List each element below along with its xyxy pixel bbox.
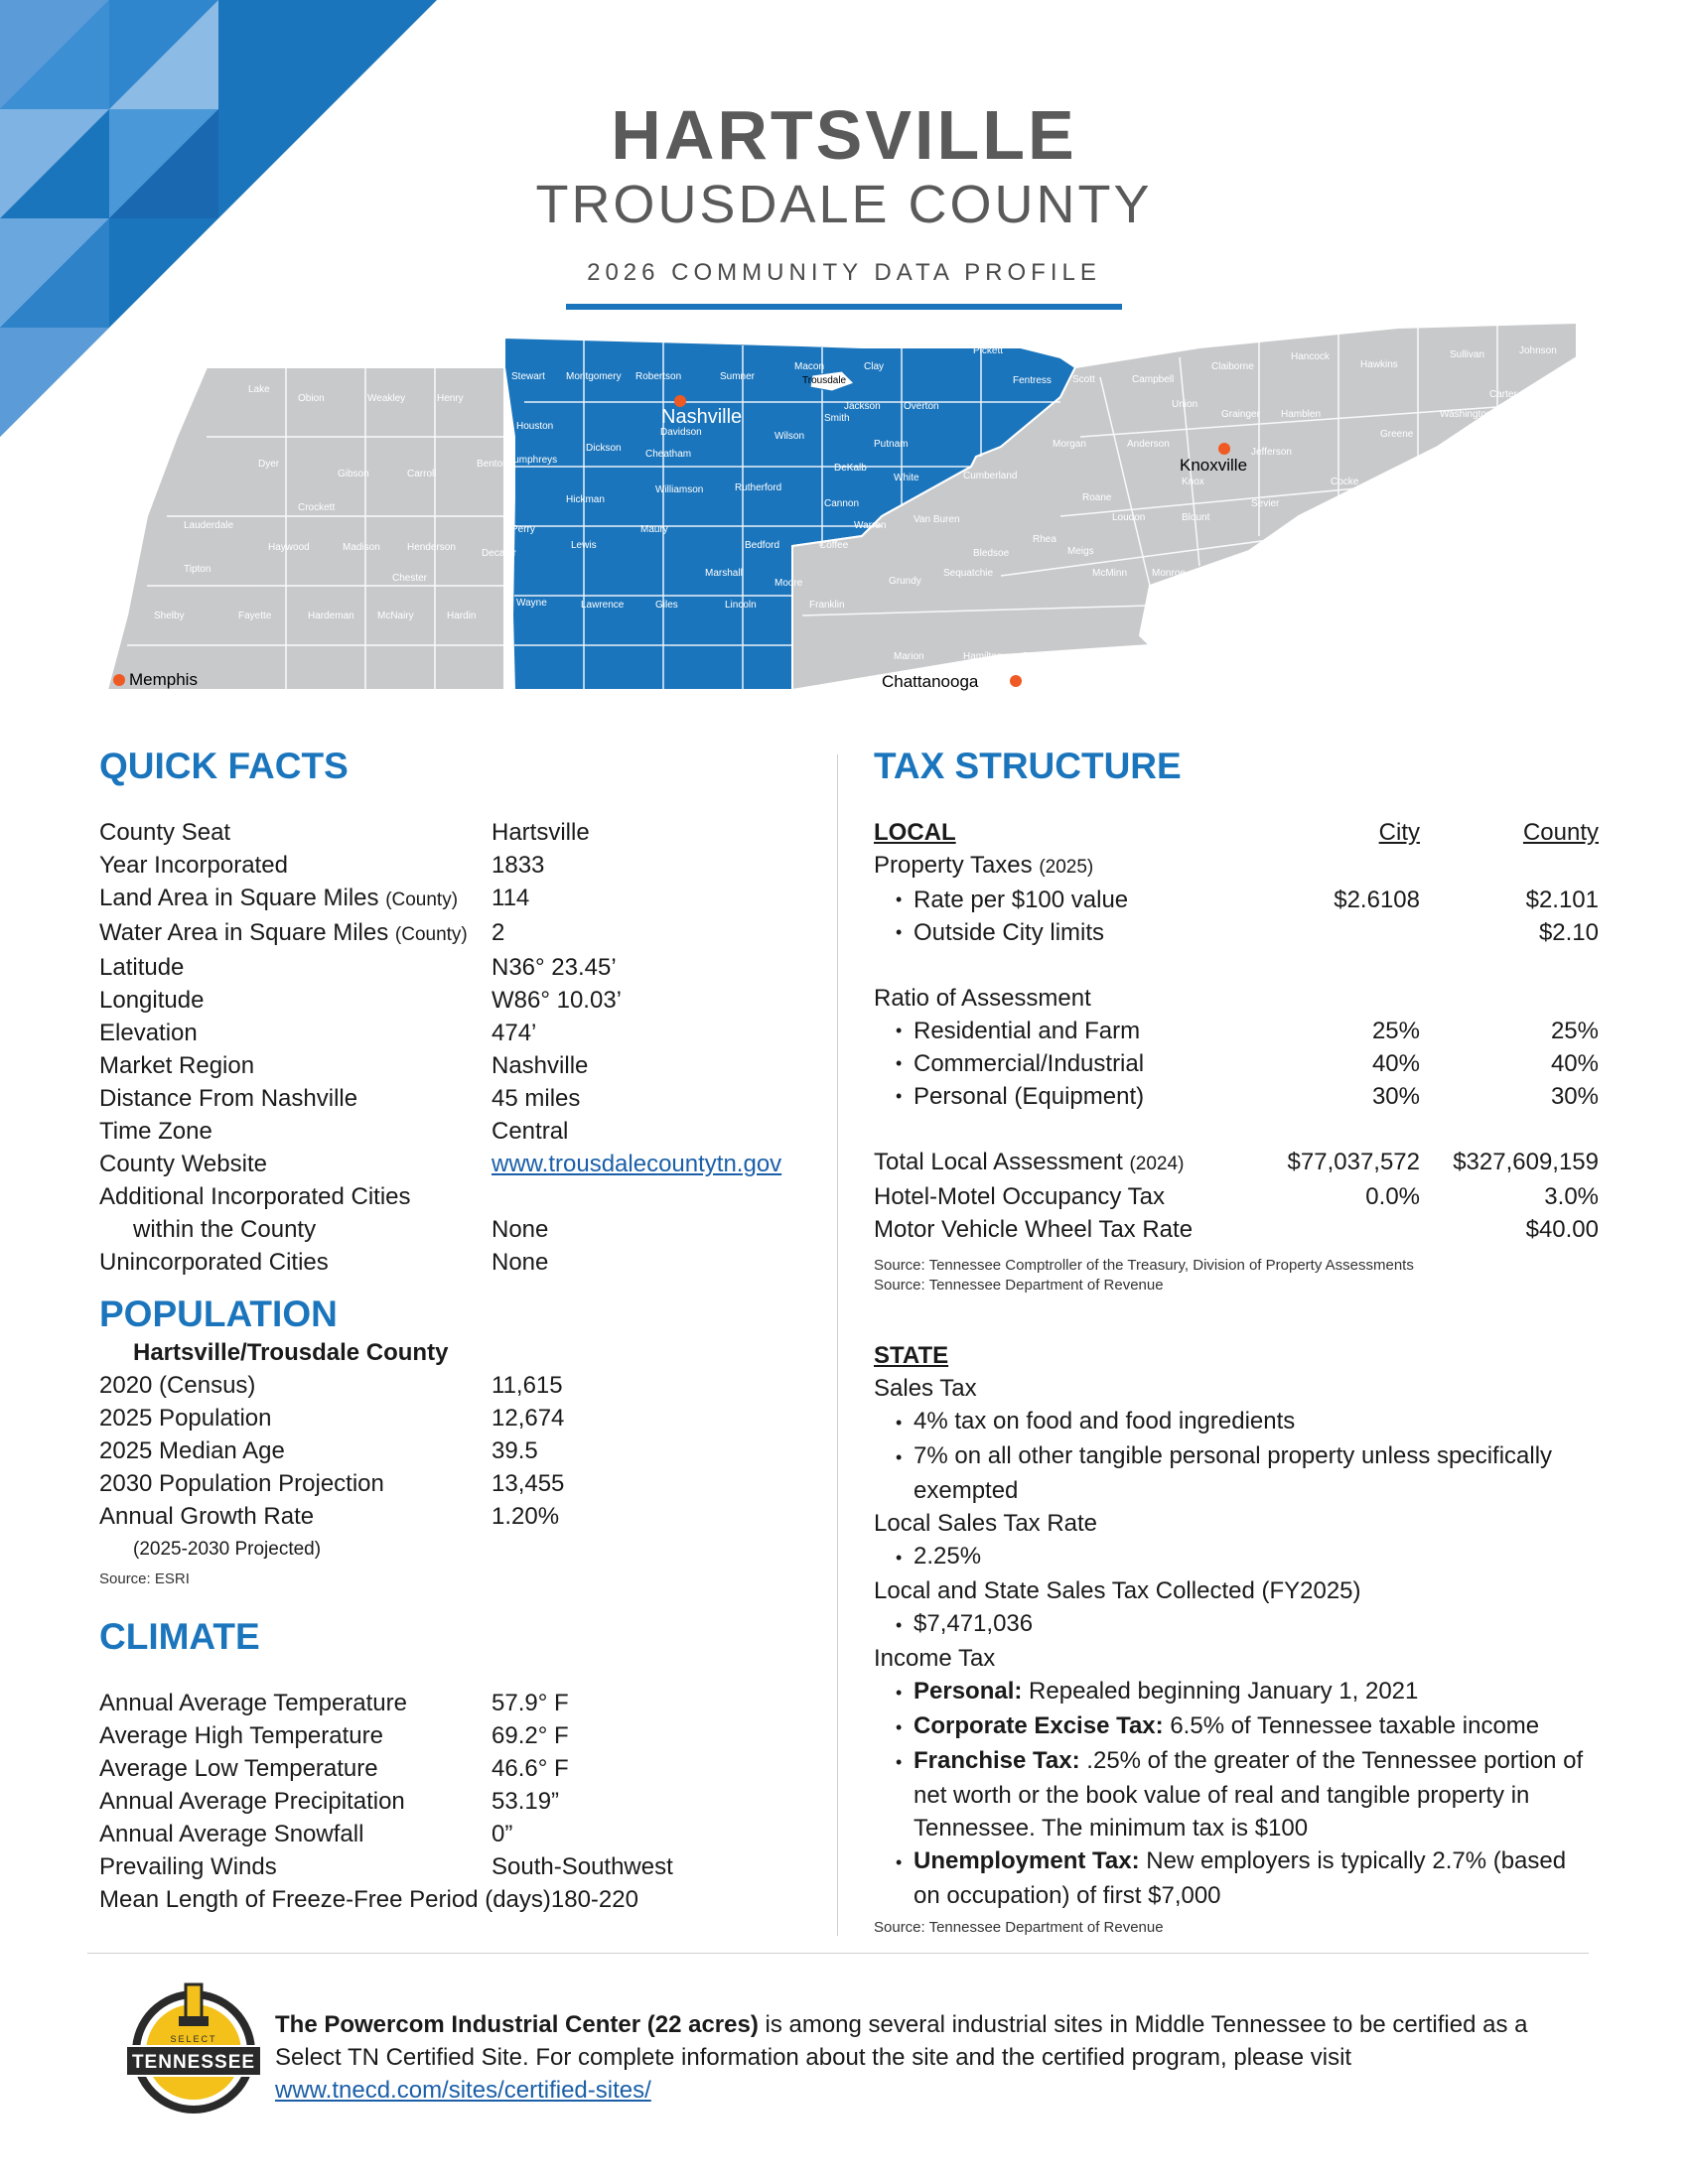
- corporate-bullet: • Corporate Excise Tax: 6.5% of Tennessee taxable income: [874, 1709, 1599, 1744]
- county-label: Jackson: [844, 401, 881, 412]
- ratio-row: [874, 1080, 1599, 1113]
- county-label: Hawkins: [1360, 359, 1398, 370]
- quick-facts-table: [99, 816, 834, 1279]
- climate-value: South-Southwest: [492, 1853, 673, 1880]
- quick-fact-row: [99, 1148, 834, 1180]
- county-label: Franklin: [809, 600, 845, 611]
- tax-source-2: Source: Tennessee Department of Revenue: [874, 1277, 1164, 1294]
- county-label: Perry: [511, 524, 535, 535]
- climate-table: [99, 1687, 834, 1916]
- franchise-bullet: • Franchise Tax: .25% of the greater of the Tennessee portion of net worth or the book value of real and tangible property in Tennessee. The minimum tax is $100: [874, 1744, 1599, 1844]
- county-label: Giles: [655, 600, 678, 611]
- ratio-heading-row: [874, 982, 1599, 1015]
- local-rate-row: [874, 1507, 1599, 1540]
- county-label: DeKalb: [834, 463, 867, 474]
- county-label: Obion: [298, 393, 325, 404]
- county-label: Smith: [824, 413, 850, 424]
- footer-bold: The Powercom Industrial Center (22 acres): [275, 2011, 759, 2038]
- county-label: Polk: [1082, 651, 1102, 662]
- quick-fact-value: 114: [492, 885, 530, 911]
- outside-label: • Outside City limits: [914, 919, 1105, 946]
- certified-sites-link[interactable]: www.tnecd.com/sites/certified-sites/: [275, 2077, 651, 2104]
- county-label: Hickman: [566, 494, 605, 505]
- climate-row: [99, 1883, 834, 1916]
- city-label-knoxville: Knoxville: [1180, 456, 1248, 475]
- quick-fact-value: 2: [492, 919, 505, 946]
- county-title: TROUSDALE COUNTY: [535, 175, 1153, 234]
- ratio-city: 25%: [1371, 1018, 1420, 1044]
- footer-divider: [87, 1953, 1589, 1954]
- county-label: Rutherford: [735, 482, 782, 493]
- climate-value: 46.6° F: [492, 1755, 569, 1782]
- population-label: 2030 Population Projection: [99, 1470, 384, 1497]
- county-label: Carroll: [407, 469, 437, 479]
- climate-label: Annual Average Temperature: [99, 1690, 407, 1716]
- collected-row: [874, 1574, 1599, 1607]
- quick-fact-label: County Website: [99, 1151, 267, 1177]
- quick-fact-value: 474’: [492, 1020, 537, 1046]
- county-label: Grundy: [889, 576, 921, 587]
- county-label: Van Buren: [914, 514, 960, 525]
- population-value: 11,615: [492, 1372, 563, 1399]
- quick-fact-value: None: [492, 1216, 549, 1243]
- county-label: Wilson: [774, 431, 805, 442]
- climate-value: 57.9° F: [492, 1690, 569, 1716]
- county-label: Shelby: [154, 611, 185, 621]
- county-label: Hardin: [447, 611, 477, 621]
- ratio-item-label: • Personal (Equipment): [914, 1083, 1145, 1110]
- county-website-link[interactable]: www.trousdalecountytn.gov: [492, 1151, 782, 1177]
- county-label: Dyer: [258, 459, 280, 470]
- county-label: Lake: [248, 384, 270, 395]
- quick-fact-value: None: [492, 1249, 549, 1276]
- county-label: Hamblen: [1281, 409, 1322, 420]
- quick-fact-row: [99, 951, 834, 984]
- county-label: Blount: [1182, 512, 1210, 523]
- outside-row: [874, 916, 1599, 949]
- rate-label: • Rate per $100 value: [914, 887, 1129, 913]
- growth-note: (2025-2030 Projected): [133, 1539, 322, 1560]
- climate-label: Average Low Temperature: [99, 1755, 378, 1782]
- county-label: Cannon: [824, 498, 860, 509]
- population-row: [99, 1467, 834, 1500]
- county-label: Houston: [516, 421, 554, 432]
- county-label: Sumner: [720, 371, 756, 382]
- property-taxes-label: Property Taxes: [874, 852, 1033, 879]
- county-label: Lewis: [571, 540, 597, 551]
- ratio-county: 25%: [1550, 1018, 1599, 1044]
- county-label: Bedford: [745, 540, 780, 551]
- county-label: Sevier: [1251, 498, 1280, 509]
- climate-value: 53.19”: [492, 1788, 560, 1815]
- county-label: Gibson: [338, 469, 369, 479]
- climate-label: Annual Average Precipitation: [99, 1788, 405, 1815]
- climate-row: [99, 1818, 834, 1850]
- quick-fact-label: Distance From Nashville: [99, 1085, 358, 1112]
- local-rate-label: Local Sales Tax Rate: [874, 1510, 1098, 1537]
- quick-fact-row: [99, 816, 834, 849]
- county-label: Monroe: [1152, 568, 1186, 579]
- hotel-city: 0.0%: [1365, 1183, 1420, 1210]
- county-label: Rhea: [1033, 534, 1056, 545]
- county-label: Chester: [392, 573, 428, 584]
- county-col-header: County: [1522, 819, 1599, 846]
- county-label: Lauderdale: [184, 520, 234, 531]
- hotel-label: Hotel-Motel Occupancy Tax: [874, 1183, 1166, 1210]
- quick-fact-label: Water Area in Square Miles (County): [99, 919, 468, 946]
- collected-label: Local and State Sales Tax Collected (FY2025): [874, 1577, 1361, 1604]
- population-label: 2020 (Census): [99, 1372, 256, 1399]
- total-city: $77,037,572: [1287, 1149, 1420, 1175]
- wheel-label: Motor Vehicle Wheel Tax Rate: [874, 1216, 1194, 1243]
- unemployment-bullet: • Unemployment Tax: New employers is typically 2.7% (based on occupation) of first $7,000: [874, 1844, 1599, 1912]
- property-taxes-year: (2025): [1039, 857, 1094, 878]
- ratio-label: Ratio of Assessment: [874, 985, 1091, 1012]
- county-label: Moore: [774, 578, 803, 589]
- total-assessment-row: [874, 1146, 1599, 1180]
- select-tennessee-logo: [124, 1980, 263, 2119]
- state-heading-row: [874, 1339, 1599, 1372]
- local-heading: LOCAL: [874, 819, 956, 846]
- county-label: Claiborne: [1211, 361, 1254, 372]
- quick-fact-label: Time Zone: [99, 1118, 212, 1145]
- quick-facts-heading: QUICK FACTS: [99, 746, 349, 786]
- population-row: [99, 1500, 834, 1533]
- trousdale-label: Trousdale: [802, 375, 847, 386]
- county-label: Macon: [794, 361, 825, 372]
- county-label: Morgan: [1053, 439, 1086, 450]
- city-label-nashville: Nashville: [661, 406, 743, 428]
- population-table: [99, 1369, 834, 1533]
- population-heading: POPULATION: [99, 1294, 338, 1334]
- county-label: Clay: [864, 361, 885, 372]
- county-label: Davidson: [660, 427, 702, 438]
- sales-tax-row: [874, 1372, 1599, 1405]
- county-label: Cumberland: [963, 471, 1018, 481]
- county-label: Crockett: [298, 502, 336, 513]
- header: [0, 95, 1688, 310]
- population-row: [99, 1434, 834, 1467]
- quick-fact-label: Additional Incorporated Cities: [99, 1183, 411, 1210]
- quick-fact-row: [99, 882, 834, 916]
- county-label: Coffee: [819, 540, 849, 551]
- badge-select-text: SELECT: [170, 2034, 217, 2044]
- county-label: Putnam: [874, 439, 909, 450]
- population-label: 2025 Median Age: [99, 1437, 285, 1464]
- city-label-chattanooga: Chattanooga: [882, 672, 979, 691]
- quick-fact-row: [99, 984, 834, 1017]
- county-label: Montgomery: [566, 371, 622, 382]
- county-label: Henry: [437, 393, 464, 404]
- county-label: Benton: [477, 459, 508, 470]
- county-label: Wayne: [516, 598, 547, 609]
- county-label: Scott: [1072, 374, 1095, 385]
- growth-note-row: [99, 1533, 834, 1566]
- county-label: Fayette: [238, 611, 272, 621]
- quick-fact-label: Elevation: [99, 1020, 198, 1046]
- quick-fact-label: Longitude: [99, 987, 205, 1014]
- county-label: McMinn: [1092, 568, 1128, 579]
- state-heading: STATE: [874, 1342, 949, 1369]
- ratio-county: 30%: [1550, 1083, 1599, 1110]
- title-underline: [566, 304, 1122, 310]
- county-label: Stewart: [511, 371, 545, 382]
- rate-county: $2.101: [1525, 887, 1599, 913]
- ratio-item-label: • Commercial/Industrial: [914, 1050, 1145, 1077]
- quick-fact-label: within the County: [133, 1216, 317, 1243]
- county-label: Loudon: [1112, 512, 1146, 523]
- footer-text: [275, 2008, 1586, 2107]
- outside-county: $2.10: [1538, 919, 1599, 946]
- county-label: Bledsoe: [973, 548, 1010, 559]
- county-label: Sullivan: [1450, 349, 1485, 360]
- quick-fact-value: N36° 23.45’: [492, 954, 617, 981]
- column-divider: [837, 754, 838, 1936]
- climate-row: [99, 1752, 834, 1785]
- county-label: Madison: [343, 542, 380, 553]
- ratio-row: [874, 1047, 1599, 1080]
- personal-bullet: • Personal: Repealed beginning January 1, 2021: [874, 1675, 1599, 1709]
- quick-fact-value: Nashville: [492, 1052, 589, 1079]
- county-label: White: [894, 473, 919, 483]
- quick-fact-label: Year Incorporated: [99, 852, 288, 879]
- quick-fact-row: [99, 849, 834, 882]
- county-label: Roane: [1082, 492, 1112, 503]
- climate-value: 0”: [492, 1821, 513, 1847]
- county-label: Cheatham: [645, 449, 692, 460]
- wheel-row: [874, 1213, 1599, 1246]
- climate-row: [99, 1785, 834, 1818]
- knoxville-marker: [1218, 443, 1230, 455]
- county-label: Cocke: [1331, 477, 1359, 487]
- climate-value: 69.2° F: [492, 1722, 569, 1749]
- county-label: Henderson: [407, 542, 456, 553]
- climate-row: [99, 1719, 834, 1752]
- tax-structure-heading: TAX STRUCTURE: [874, 746, 1182, 786]
- population-label: 2025 Population: [99, 1405, 272, 1432]
- county-label: Johnson: [1519, 345, 1557, 356]
- quick-fact-value: W86° 10.03’: [492, 987, 623, 1014]
- county-label: Tipton: [184, 564, 211, 575]
- climate-row: [99, 1850, 834, 1883]
- property-taxes-row: [874, 849, 1599, 884]
- county-label: Sequatchie: [943, 568, 994, 579]
- sales-tax-label: Sales Tax: [874, 1375, 977, 1402]
- county-label: Haywood: [268, 542, 310, 553]
- population-source: Source: ESRI: [99, 1570, 190, 1587]
- ratio-city: 40%: [1371, 1050, 1420, 1077]
- county-label: Union: [1172, 399, 1198, 410]
- county-label: Dickson: [586, 443, 622, 454]
- total-label: Total Local Assessment: [874, 1149, 1123, 1175]
- tax-source-1: Source: Tennessee Comptroller of the Treasury, Division of Property Assessments: [874, 1257, 1414, 1274]
- quick-fact-label: Land Area in Square Miles (County): [99, 885, 459, 911]
- climate-row: [99, 1687, 834, 1719]
- badge-tennessee-text: TENNESSEE: [131, 2052, 256, 2073]
- population-row: [99, 1402, 834, 1434]
- quick-fact-label: Unincorporated Cities: [99, 1249, 329, 1276]
- quick-fact-value: 45 miles: [492, 1085, 581, 1112]
- income-row: [874, 1642, 1599, 1675]
- county-label: Unicoi: [1450, 449, 1477, 460]
- income-label: Income Tax: [874, 1645, 996, 1672]
- sales-bullet-2: • 7% on all other tangible personal property unless specifically exempted: [874, 1439, 1599, 1507]
- county-label: Anderson: [1127, 439, 1170, 450]
- quick-fact-value: 1833: [492, 852, 545, 879]
- collected-value: • $7,471,036: [874, 1607, 1599, 1642]
- county-label: Robertson: [635, 371, 682, 382]
- county-label: Hamilton: [963, 651, 1003, 662]
- county-label: Hancock: [1291, 351, 1330, 362]
- city-title: HARTSVILLE: [611, 96, 1077, 174]
- hotel-row: [874, 1180, 1599, 1213]
- population-value: 12,674: [492, 1405, 565, 1432]
- population-value: 1.20%: [492, 1503, 560, 1530]
- climate-label: Annual Average Snowfall: [99, 1821, 364, 1847]
- county-label: Bradley: [1023, 651, 1056, 662]
- quick-fact-value: Hartsville: [492, 819, 590, 846]
- county-label: Marion: [894, 651, 924, 662]
- wheel-county: $40.00: [1525, 1216, 1599, 1243]
- county-label: Warren: [854, 520, 887, 531]
- population-row: [99, 1369, 834, 1402]
- climate-value: 180-220: [550, 1886, 638, 1913]
- county-label: Pickett: [973, 345, 1004, 356]
- ratio-row: [874, 1015, 1599, 1047]
- county-label: Overton: [904, 401, 939, 412]
- county-label: Maury: [640, 524, 668, 535]
- quick-fact-row: [99, 1082, 834, 1115]
- tax-source-3: Source: Tennessee Department of Revenue: [874, 1919, 1164, 1936]
- ratio-table: [874, 1015, 1599, 1113]
- quick-fact-row: [99, 1213, 834, 1246]
- climate-label: Average High Temperature: [99, 1722, 383, 1749]
- county-label: Lawrence: [581, 600, 625, 611]
- ratio-item-label: • Residential and Farm: [914, 1018, 1141, 1044]
- quick-fact-row: [99, 916, 834, 951]
- county-label: Grainger: [1221, 409, 1260, 420]
- climate-label: Mean Length of Freeze-Free Period (days): [99, 1886, 551, 1913]
- county-label: Weakley: [367, 393, 406, 404]
- county-label: Knox: [1182, 477, 1204, 487]
- county-label: Decatur: [482, 548, 517, 559]
- county-label: Jefferson: [1251, 447, 1292, 458]
- county-label: Greene: [1380, 429, 1414, 440]
- tennessee-map: [107, 318, 1597, 695]
- quick-fact-value: Central: [492, 1118, 569, 1145]
- profile-subtitle: 2026 COMMUNITY DATA PROFILE: [587, 259, 1101, 286]
- quick-fact-row: [99, 1115, 834, 1148]
- county-label: Lincoln: [725, 600, 757, 611]
- quick-fact-label: Latitude: [99, 954, 185, 981]
- chattanooga-marker: [1010, 675, 1022, 687]
- quick-fact-label: Market Region: [99, 1052, 255, 1079]
- quick-fact-row: [99, 1246, 834, 1279]
- total-county: $327,609,159: [1453, 1149, 1599, 1175]
- local-header-row: [874, 816, 1599, 849]
- county-label: Humphreys: [506, 455, 558, 466]
- county-label: McNairy: [377, 611, 414, 621]
- population-value: 13,455: [492, 1470, 565, 1497]
- memphis-marker: [113, 674, 125, 686]
- county-label: Campbell: [1132, 374, 1175, 385]
- quick-fact-value: [492, 1180, 834, 1213]
- climate-heading: CLIMATE: [99, 1616, 260, 1657]
- local-rate-value: • 2.25%: [874, 1540, 1599, 1574]
- footer: [124, 1980, 1604, 2129]
- rate-row: [874, 884, 1599, 916]
- climate-label: Prevailing Winds: [99, 1853, 277, 1880]
- map-west-region: [107, 367, 504, 690]
- population-value: 39.5: [492, 1437, 538, 1464]
- city-label-memphis: Memphis: [129, 670, 198, 689]
- left-column: [99, 745, 834, 1916]
- quick-fact-row: [99, 1180, 834, 1213]
- county-label: Carter: [1489, 389, 1517, 400]
- quick-fact-row: [99, 1017, 834, 1049]
- population-label: Annual Growth Rate: [99, 1503, 315, 1530]
- county-label: Hardeman: [308, 611, 354, 621]
- total-year: (2024): [1129, 1154, 1185, 1174]
- right-column: [874, 745, 1599, 1938]
- county-label: Fentress: [1013, 375, 1052, 386]
- county-label: Williamson: [655, 484, 704, 495]
- population-subhead: Hartsville/Trousdale County: [133, 1339, 449, 1366]
- quick-fact-row: [99, 1049, 834, 1082]
- county-label: Marshall: [705, 568, 743, 579]
- county-label: Washington: [1440, 409, 1492, 420]
- county-label: Meigs: [1067, 546, 1094, 557]
- ratio-city: 30%: [1371, 1083, 1420, 1110]
- city-col-header: City: [1378, 819, 1420, 846]
- hotel-county: 3.0%: [1544, 1183, 1599, 1210]
- sales-bullet-1: • 4% tax on food and food ingredients: [874, 1405, 1599, 1439]
- ratio-county: 40%: [1550, 1050, 1599, 1077]
- quick-fact-label: County Seat: [99, 819, 231, 846]
- footer-body: is among several industrial sites in Middle Tennessee to be certified as a Select TN Certified Site. For complete information about the site and the certified program, please visit: [275, 2011, 1528, 2071]
- rate-city: $2.6108: [1334, 887, 1420, 913]
